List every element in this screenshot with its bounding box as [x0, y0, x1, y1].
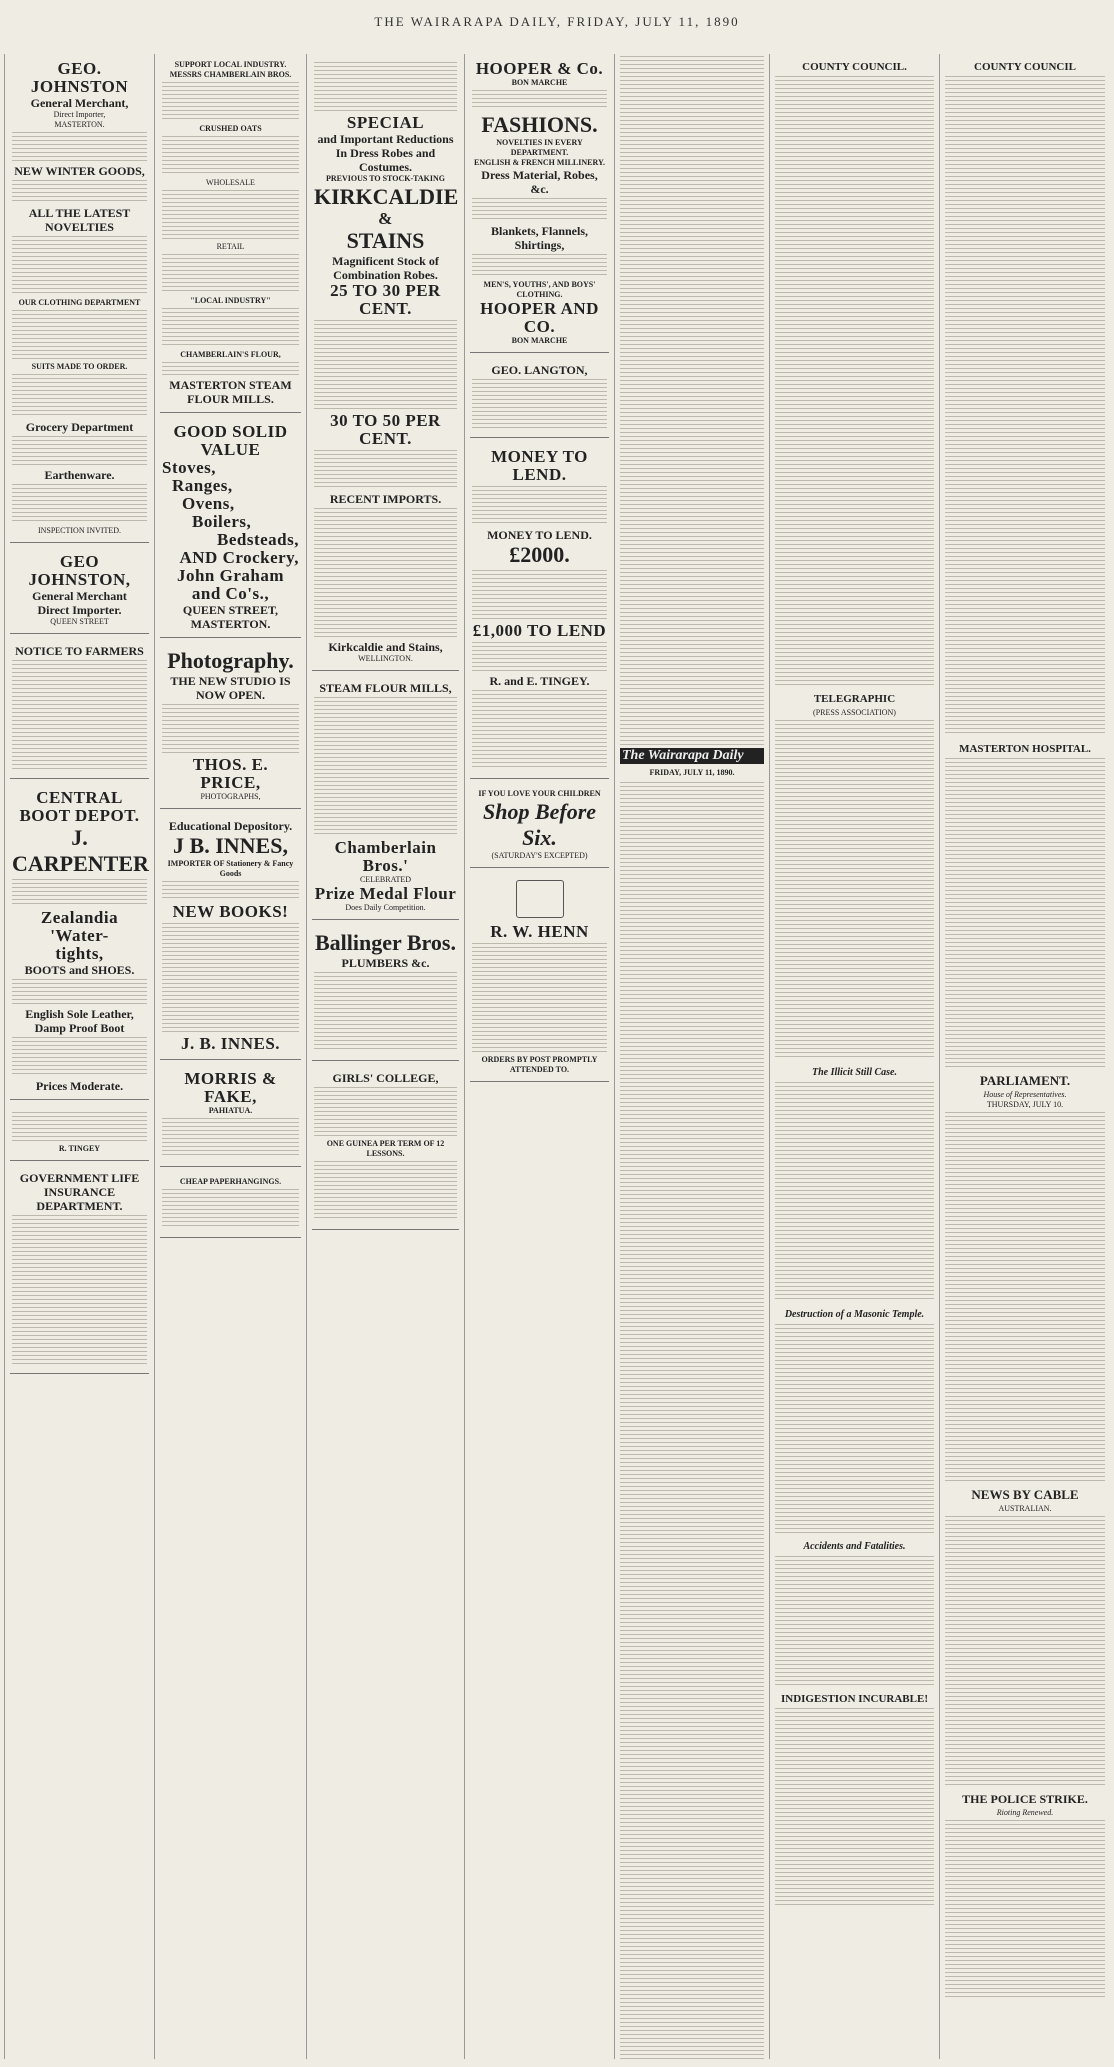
ad-geo-johnston-2	[10, 547, 149, 634]
ad-heading: Dress Material, Robes, &c.	[481, 168, 598, 196]
ad-heading: RETAIL	[216, 242, 245, 251]
ad-subtitle: QUEEN STREET,	[182, 603, 279, 617]
ad-item: Boilers,	[192, 512, 252, 531]
section-heading: TELEGRAPHIC	[813, 693, 896, 705]
ad-title: £1,000 TO LEND	[472, 621, 607, 640]
ad-subtitle: IMPORTER OF Stationery & Fancy Goods	[167, 859, 294, 878]
ad-heading: 25 TO 30 PER CENT.	[330, 281, 441, 318]
ad-title: GOOD SOLID VALUE	[173, 422, 288, 459]
ad-subtitle: PLUMBERS &c.	[341, 956, 430, 970]
ad-langton	[470, 357, 609, 438]
ad-title: KIRKCALDIE	[314, 184, 459, 209]
ad-heading: MESSRS CHAMBERLAIN BROS.	[169, 70, 292, 79]
column-6	[769, 54, 939, 2059]
ad-title: GOVERNMENT LIFE INSURANCE DEPARTMENT.	[19, 1171, 140, 1213]
section-heading: COUNTY COUNCIL.	[802, 61, 907, 73]
ad-subtitle: MASTERTON.	[54, 120, 105, 129]
ad-title: FASHIONS.	[481, 112, 598, 137]
ad-heading: Prices Moderate.	[35, 1079, 124, 1093]
ad-title: NOTICE TO FARMERS	[15, 644, 144, 658]
ad-money	[470, 442, 609, 779]
ad-title: STEAM FLOUR MILLS,	[319, 681, 452, 695]
ad-title: THOS. E. PRICE,	[192, 755, 269, 792]
ad-title: J. CARPENTER	[12, 825, 149, 876]
ad-subtitle: PAHIATUA.	[208, 1106, 253, 1115]
section-heading: COUNTY COUNCIL	[974, 61, 1076, 73]
ad-title: J B. INNES,	[173, 833, 288, 858]
ad-heading: "LOCAL INDUSTRY"	[190, 296, 271, 305]
ad-subtitle: (SATURDAY'S EXCEPTED)	[491, 851, 588, 860]
ad-item: Bedsteads,	[217, 530, 299, 549]
ad-heading: NEW WINTER GOODS,	[14, 164, 145, 178]
ad-title: R. W. HENN	[490, 922, 589, 942]
ad-item: AND Crockery,	[179, 548, 299, 567]
ad-title: HOOPER & Co.	[475, 59, 604, 78]
ad-innes	[160, 813, 301, 1060]
ad-item: Ovens,	[182, 494, 235, 513]
ad-title: CHEAP PAPERHANGINGS.	[179, 1177, 282, 1186]
ad-price-photo	[160, 642, 301, 809]
ad-subtitle: MASTERTON.	[190, 617, 271, 631]
ad-title: &	[378, 209, 393, 228]
ad-subtitle: R. and E. TINGEY.	[489, 674, 590, 688]
ad-heading: £2000.	[509, 542, 570, 567]
ad-subtitle: QUEEN STREET	[50, 617, 109, 626]
section-subheading: Rioting Renewed.	[996, 1808, 1054, 1817]
ad-heading: 30 TO 50 PER CENT.	[330, 411, 441, 448]
ad-subtitle: Direct Importer,	[53, 110, 106, 119]
column-4	[464, 54, 614, 2059]
masthead: THE WAIRARAPA DAILY, FRIDAY, JULY 11, 1890	[374, 14, 740, 29]
ad-title: CENTRAL	[36, 788, 123, 807]
ad-hooper	[470, 54, 609, 353]
ad-heading: Earthenware.	[44, 468, 115, 482]
ad-subtitle: ORDERS BY POST PROMPTLY ATTENDED TO.	[481, 1055, 598, 1075]
ad-title: HOOPER AND CO.	[480, 299, 599, 336]
ad-title: John Graham and Co's.,	[176, 566, 285, 603]
ad-title: BOOT DEPOT.	[19, 806, 140, 825]
ad-subtitle: General Merchant	[32, 589, 127, 603]
ad-title: MORRIS & FAKE,	[184, 1069, 277, 1106]
section-heading: PARLIAMENT.	[979, 1073, 1071, 1088]
section-heading: THE POLICE STRIKE.	[962, 1792, 1088, 1806]
ad-heading: THE NEW STUDIO IS NOW OPEN.	[170, 674, 291, 702]
ad-heading: Damp Proof Boot	[34, 1021, 125, 1035]
ad-heading: CHAMBERLAIN'S FLOUR,	[180, 350, 281, 359]
ad-title: Chamberlain Bros.'	[334, 838, 437, 875]
ad-heading: CRUSHED OATS	[199, 124, 262, 133]
royal-arms-icon	[516, 880, 564, 918]
section-subheading: (PRESS ASSOCIATION)	[813, 708, 896, 717]
ad-subtitle: Direct Importer.	[37, 603, 122, 617]
column-3	[306, 54, 464, 2059]
ad-heading: OUR CLOTHING DEPARTMENT	[18, 298, 141, 307]
section-subheading: THURSDAY, JULY 10.	[986, 1100, 1064, 1109]
ad-title: SUPPORT LOCAL INDUSTRY.	[174, 60, 287, 69]
ad-title: GEO JOHNSTON,	[28, 552, 131, 589]
column-2	[154, 54, 306, 2059]
ad-title: J. B. INNES.	[180, 1034, 281, 1053]
ad-heading: WHOLESALE	[206, 178, 255, 187]
ad-subtitle: and Important Reductions	[317, 132, 454, 146]
ad-farmers	[10, 638, 149, 779]
ad-title: R. TINGEY	[58, 1144, 101, 1153]
ad-title: Educational Depository.	[168, 819, 293, 833]
ad-geo-johnston	[10, 54, 149, 543]
ad-subtitle: In Dress Robes and Costumes.	[335, 146, 436, 174]
ad-heading: Zealandia 'Water-	[40, 908, 119, 945]
ad-gov-life	[10, 1165, 149, 1374]
ad-kirkcaldie	[312, 54, 459, 671]
section-heading: NEWS BY CABLE	[971, 1487, 1079, 1502]
column-7	[939, 54, 1110, 2059]
ad-title: MONEY TO LEND.	[491, 447, 588, 484]
paper-title: The Wairarapa Daily	[620, 748, 764, 764]
paper-date: FRIDAY, JULY 11, 1890.	[649, 768, 735, 778]
ad-subtitle: CELEBRATED	[359, 875, 412, 884]
ad-chamberlain	[160, 54, 301, 413]
ad-heading: INSPECTION INVITED.	[37, 526, 122, 535]
ad-subtitle: MEN'S, YOUTHS', AND BOYS' CLOTHING.	[483, 280, 596, 299]
column-5	[614, 54, 769, 2059]
ad-morris-fake	[160, 1064, 301, 1167]
section-subheading: AUSTRALIAN.	[998, 1504, 1052, 1513]
ad-henn	[470, 872, 609, 1082]
ad-title: Kirkcaldie and Stains,	[328, 640, 443, 654]
ad-title: GIRLS' COLLEGE,	[332, 1071, 439, 1085]
ad-title: MONEY TO LEND.	[487, 528, 592, 542]
column-1	[4, 54, 154, 2059]
ad-item: Stoves,	[162, 458, 217, 477]
ad-subtitle: PREVIOUS TO STOCK-TAKING	[326, 174, 445, 183]
ad-subtitle: BON MARCHE	[511, 336, 568, 345]
ad-boot-depot	[10, 783, 149, 1100]
ad-john-graham	[160, 417, 301, 638]
ad-item: Ranges,	[172, 476, 233, 495]
section-subheading: Accidents and Fatalities.	[803, 1541, 906, 1552]
ad-title: SPECIAL	[346, 113, 425, 132]
ad-heading: MASTERTON STEAM FLOUR MILLS.	[169, 378, 292, 406]
ad-heading: Blankets, Flannels, Shirtings,	[490, 224, 589, 252]
ad-subtitle: BON MARCHE	[511, 78, 568, 87]
ad-title: Shop Before Six.	[482, 799, 597, 850]
section-heading: INDIGESTION INCURABLE!	[780, 1693, 928, 1705]
ad-shop-before-six	[470, 783, 609, 868]
ad-title: Photography.	[167, 648, 294, 673]
ad-paperhangings	[160, 1171, 301, 1238]
ad-subtitle: WELLINGTON.	[358, 654, 413, 663]
ad-title: Prize Medal Flour	[314, 884, 457, 903]
ad-title: STAINS	[346, 228, 425, 253]
section-subheading: Destruction of a Masonic Temple.	[784, 1309, 925, 1320]
ad-tingey	[10, 1104, 149, 1161]
ad-subtitle: ENGLISH & FRENCH MILLINERY.	[474, 158, 605, 167]
ad-subtitle: PHOTOGRAPHS,	[200, 792, 261, 801]
ad-subtitle: IF YOU LOVE YOUR CHILDREN	[478, 789, 601, 798]
ad-heading: NEW BOOKS!	[172, 902, 289, 921]
ad-ballinger	[312, 924, 459, 1061]
ad-subtitle: Does Daily Competition.	[345, 903, 426, 912]
ad-subtitle: ONE GUINEA PER TERM OF 12 LESSONS.	[326, 1139, 445, 1158]
ad-title: GEO. LANGTON,	[491, 363, 588, 377]
ad-heading: SUITS MADE TO ORDER.	[31, 362, 128, 371]
ad-title: Ballinger Bros.	[315, 930, 456, 955]
section-heading: MASTERTON HOSPITAL.	[959, 743, 1091, 755]
section-subheading: House of Representatives.	[983, 1090, 1067, 1099]
ad-heading: Grocery Department	[25, 420, 134, 434]
ad-title: GEO. JOHNSTON	[30, 59, 129, 96]
ad-heading: ALL THE LATEST NOVELTIES	[28, 206, 131, 234]
ad-heading: RECENT IMPORTS.	[329, 492, 442, 506]
ad-subtitle: Magnificent Stock of Combination Robes.	[332, 254, 439, 282]
section-subheading: The Illicit Still Case.	[811, 1067, 897, 1078]
ad-heading: tights,	[55, 944, 104, 963]
ad-subtitle: NOVELTIES IN EVERY DEPARTMENT.	[496, 138, 583, 157]
ad-subtitle: General Merchant,	[30, 96, 129, 110]
ad-girls-college	[312, 1065, 459, 1230]
ad-heading: BOOTS and SHOES.	[24, 963, 135, 977]
ad-heading: English Sole Leather,	[25, 1007, 134, 1021]
ad-chamberlain-flour	[312, 675, 459, 920]
